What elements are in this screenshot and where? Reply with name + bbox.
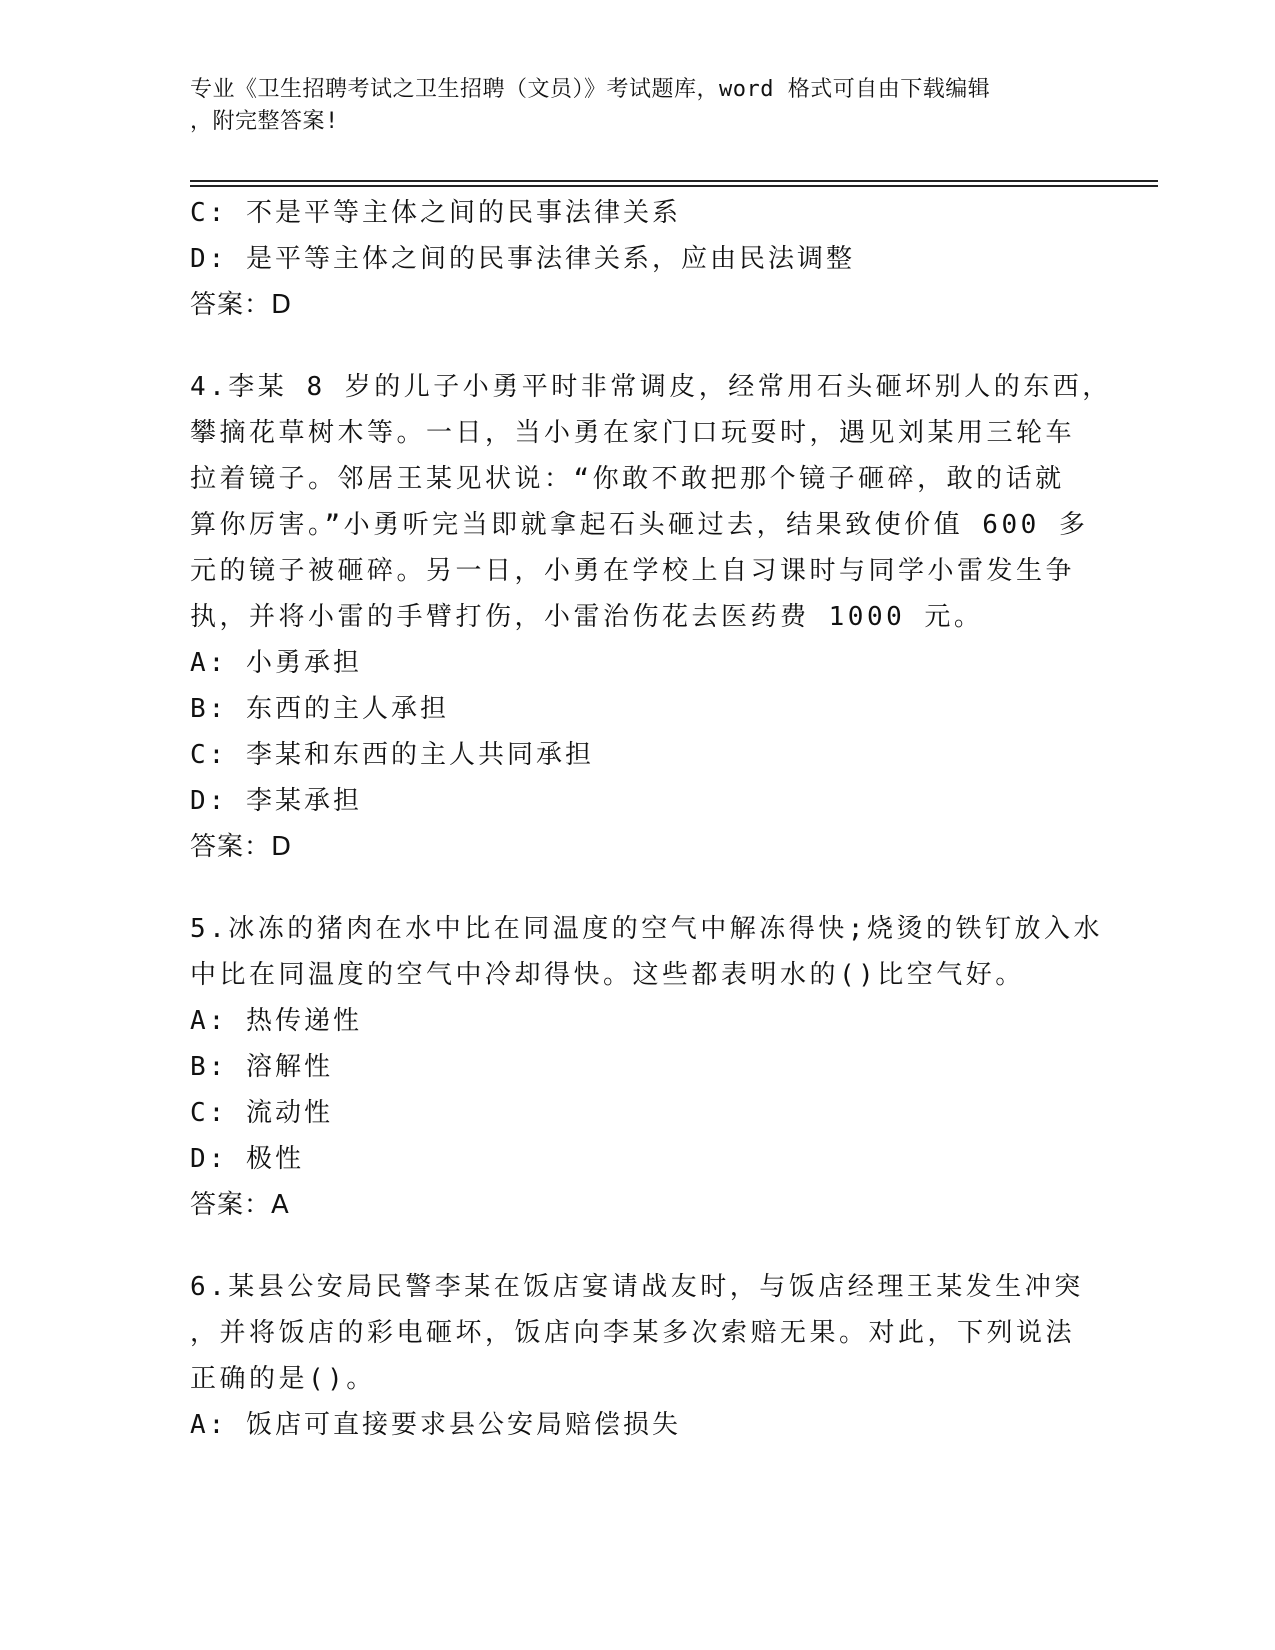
question-3-continued <box>190 190 1090 328</box>
question-text-line: 4.李某 8 岁的儿子小勇平时非常调皮，经常用石头砸坏别人的东西， <box>190 372 1112 402</box>
question-text-line: 正确的是()。 <box>190 1364 376 1394</box>
option-d: D: 是平等主体之间的民事法律关系，应由民法调整 <box>190 244 855 274</box>
answer-line: 答案：A <box>190 1190 290 1220</box>
option-a: A: 饭店可直接要求县公安局赔偿损失 <box>190 1410 681 1440</box>
question-text-line: 元的镜子被砸碎。另一日，小勇在学校上自习课时与同学小雷发生争 <box>190 556 1076 586</box>
question-text-line: 中比在同温度的空气中冷却得快。这些都表明水的()比空气好。 <box>190 960 1025 990</box>
option-a: A: 小勇承担 <box>190 648 362 678</box>
question-4 <box>190 364 1112 640</box>
question-6 <box>190 1264 1090 1402</box>
option-b: B: 东西的主人承担 <box>190 694 449 724</box>
option-d: D: 李某承担 <box>190 786 362 816</box>
document-header <box>190 74 1090 138</box>
section-spacer <box>190 1228 1090 1264</box>
question-text-line: 拉着镜子。邻居王某见状说：“你敢不敢把那个镜子砸碎，敢的话就 <box>190 464 1065 494</box>
option-c: C: 流动性 <box>190 1098 333 1128</box>
question-text-line: 算你厉害。”小勇听完当即就拿起石头砸过去，结果致使价值 600 多 <box>190 510 1089 540</box>
option-c: C: 不是平等主体之间的民事法律关系 <box>190 198 681 228</box>
section-spacer <box>190 328 1090 364</box>
answer-line: 答案：D <box>190 290 293 320</box>
header-line-1: 专业《卫生招聘考试之卫生招聘（文员）》考试题库，word 格式可自由下载编辑 <box>190 77 991 102</box>
option-d: D: 极性 <box>190 1144 304 1174</box>
question-5 <box>190 906 1103 998</box>
question-text-line: 攀摘花草树木等。一日，当小勇在家门口玩耍时，遇见刘某用三轮车 <box>190 418 1076 448</box>
header-divider-bottom <box>190 185 1158 187</box>
section-spacer <box>190 870 1090 906</box>
option-b: B: 溶解性 <box>190 1052 333 1082</box>
question-text-line: 6.某县公安局民警李某在饭店宴请战友时，与饭店经理王某发生冲突 <box>190 1272 1084 1302</box>
document-body <box>190 190 1112 1448</box>
option-a: A: 热传递性 <box>190 1006 362 1036</box>
question-text-line: 5.冰冻的猪肉在水中比在同温度的空气中解冻得快;烧烫的铁钉放入水 <box>190 914 1103 944</box>
question-text-line: 执，并将小雷的手臂打伤，小雷治伤花去医药费 1000 元。 <box>190 602 984 632</box>
option-c: C: 李某和东西的主人共同承担 <box>190 740 594 770</box>
question-text-line: ，并将饭店的彩电砸坏，饭店向李某多次索赔无果。对此，下列说法 <box>190 1318 1076 1348</box>
answer-line: 答案：D <box>190 832 293 862</box>
header-divider-top <box>190 180 1158 182</box>
header-line-2: ，附完整答案! <box>190 109 339 134</box>
